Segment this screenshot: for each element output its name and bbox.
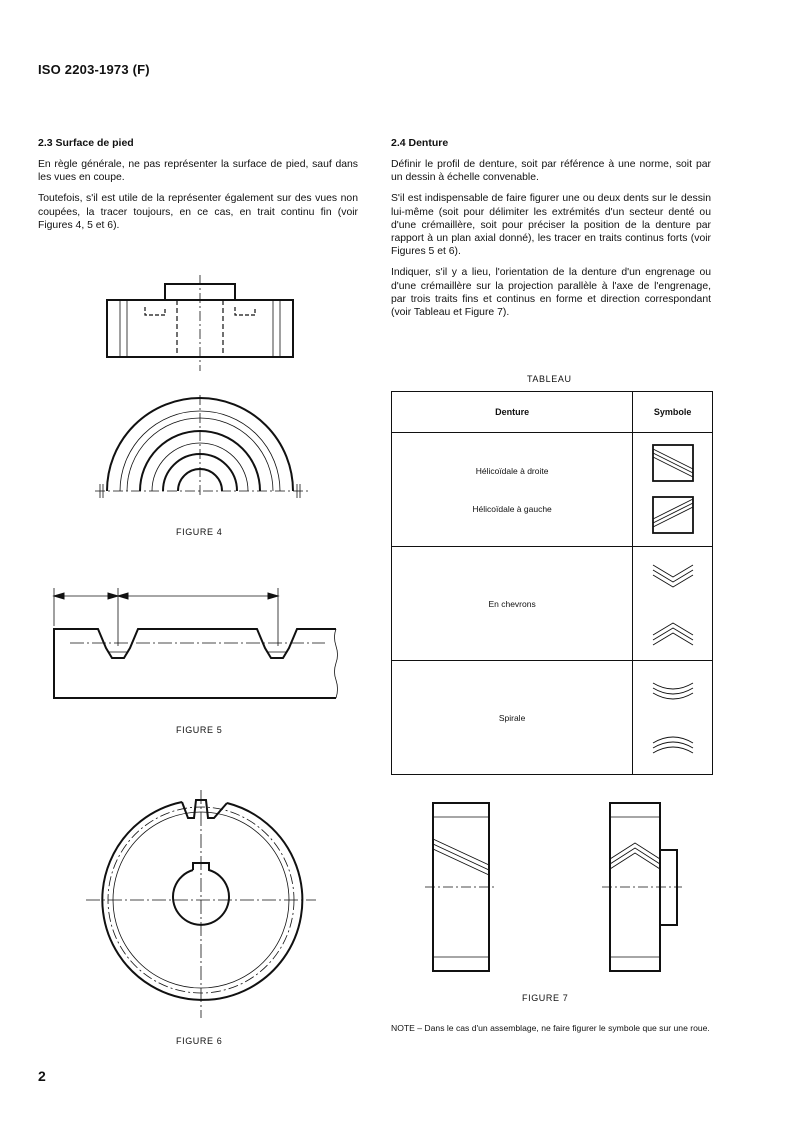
section-2-4-title: 2.4 Denture [391,137,449,149]
figure-6-drawing [84,790,324,1020]
label-spirale: Spirale [498,712,526,723]
figure-4-caption: FIGURE 4 [176,527,223,537]
symbol-cell-chevrons [633,547,713,661]
table-cell-spirale [392,661,633,775]
standard-reference: ISO 2203-1973 (F) [38,62,150,77]
section-2-3-para-1: En règle générale, ne pas représenter la surface de pied, sauf dans les vues en coupe. [38,159,358,184]
figure-5-drawing [50,586,350,706]
label-helicoidal-right: Hélicoïdale à droite [475,465,549,476]
figure-4-drawing [90,275,320,505]
section-2-3 [38,137,358,232]
section-2-4-para-2: S'il est indispensable de faire figurer une ou deux dents sur le dessin lui-même (soit pour délimiter les extrémités d'un secteur denté ou d'une crémaillère, soit pour préciser la position de la denture par rapport à un plan axial donné), les tracer en traits continus forts (voir Figures 5 et 6). [391,193,711,258]
chevron-symbol-icon [633,547,712,661]
table-cell-chevrons [392,547,633,661]
label-helicoidal-left: Hélicoïdale à gauche [472,503,552,514]
page-number: 2 [38,1068,46,1084]
figure-5-caption: FIGURE 5 [176,725,223,735]
figure-7-drawing [420,795,700,985]
spiral-symbol-icon [633,661,712,775]
section-2-4 [391,137,711,319]
table-header-denture: Denture [392,392,633,433]
gear-teeth-table [391,391,713,775]
table-header-symbole: Symbole [633,392,713,433]
section-2-3-para-2: Toutefois, s'il est utile de la représenter également sur des vues non coupées, la tracer toujours, en ce cas, en trait continu fin (voir Figures 4, 5 et 6). [38,193,358,231]
section-2-4-para-3: Indiquer, s'il y a lieu, l'orientation de la denture d'un engrenage ou d'une crémaillère sur la projection parallèle à l'axe de l'engrenage, par trois traits fins et continus en forme et direction correspondant (voir Tableau et Figure 7). [391,267,711,319]
symbol-cell-helicoidal [633,433,713,547]
figure-7-caption: FIGURE 7 [522,993,569,1003]
assembly-note: NOTE – Dans le cas d'un assemblage, ne faire figurer le symbole que sur une roue. [391,1023,710,1033]
section-2-4-para-1: Définir le profil de denture, soit par référence à une norme, soit par un dessin à échelle convenable. [391,159,711,184]
section-2-3-title: 2.3 Surface de pied [38,137,134,149]
helicoidal-symbol-icon [633,433,712,547]
figure-6-caption: FIGURE 6 [176,1036,223,1046]
symbol-cell-spirale [633,661,713,775]
table-caption: TABLEAU [527,374,572,384]
table-cell-helicoidal [392,433,633,547]
label-chevrons: En chevrons [488,598,536,609]
